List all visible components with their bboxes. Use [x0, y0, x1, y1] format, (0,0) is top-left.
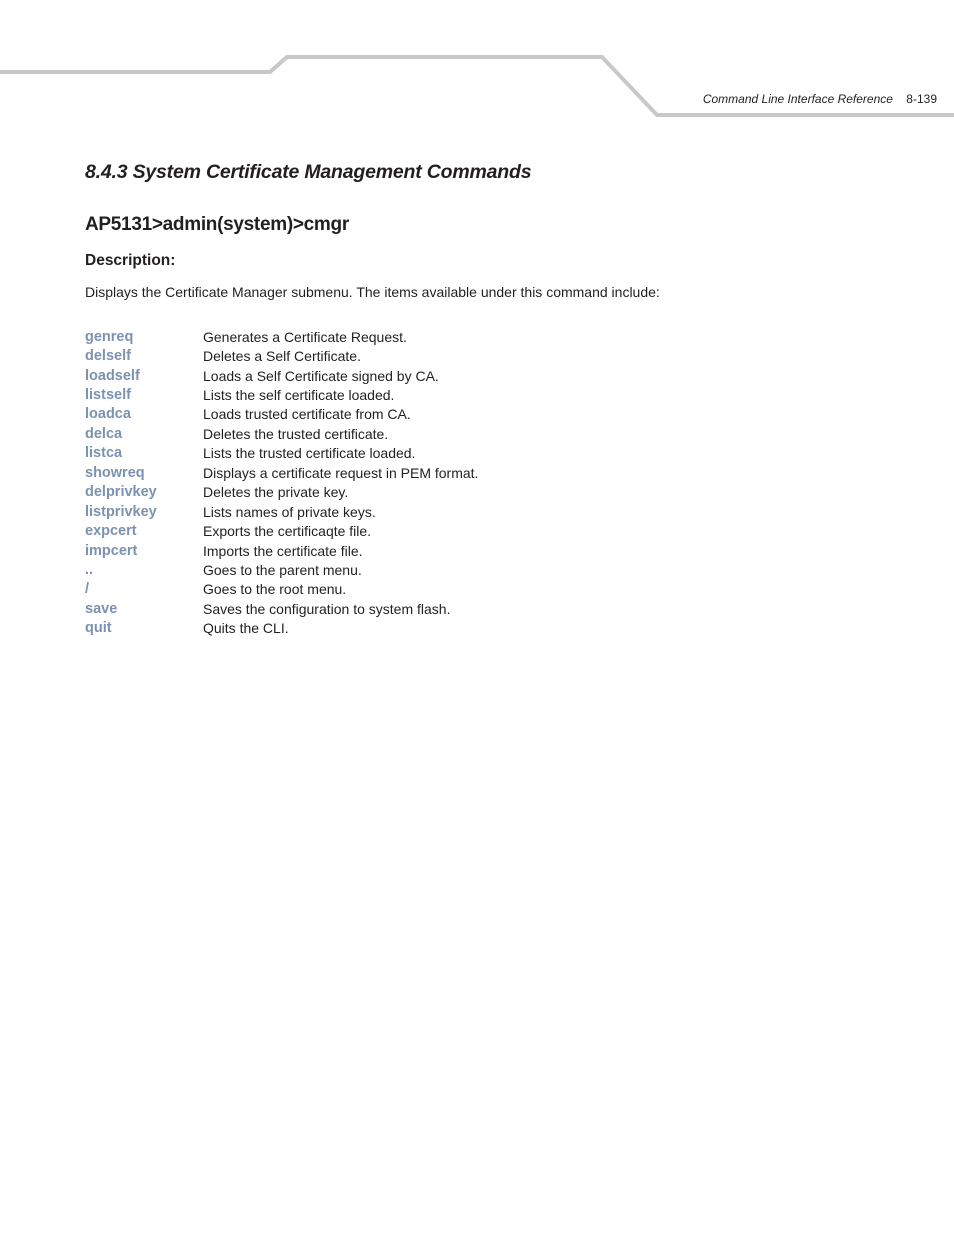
command-title: AP5131>admin(system)>cmgr: [85, 214, 349, 235]
command-link-delself[interactable]: delself: [85, 348, 131, 365]
command-link-listca[interactable]: listca: [85, 445, 123, 462]
command-row-genreq: [85, 327, 478, 346]
command-row-showreq: [85, 463, 478, 482]
command-description: Lists names of private keys.: [203, 503, 376, 520]
command-row-delca: [85, 424, 478, 443]
command-row-delself: [85, 346, 478, 365]
command-description: Lists the trusted certificate loaded.: [203, 445, 416, 462]
command-link-listprivkey[interactable]: listprivkey: [85, 503, 157, 520]
command-row-loadself: [85, 366, 478, 385]
command-row-quit: [85, 619, 478, 638]
command-description: Goes to the parent menu.: [203, 561, 362, 578]
running-header-title: Command Line Interface Reference: [702, 92, 893, 106]
command-row-root: [85, 580, 478, 599]
command-description: Saves the configuration to system flash.: [203, 600, 451, 617]
command-link-delprivkey[interactable]: delprivkey: [85, 484, 157, 501]
command-row-parent: [85, 560, 478, 579]
command-row-expcert: [85, 521, 478, 540]
command-link-listself[interactable]: listself: [85, 387, 131, 404]
command-description: Imports the certificate file.: [203, 542, 363, 559]
command-description: Loads trusted certificate from CA.: [203, 406, 411, 423]
command-description: Quits the CLI.: [203, 620, 289, 637]
header-rule-decoration: [0, 0, 954, 130]
command-description: Generates a Certificate Request.: [203, 328, 407, 345]
command-row-impcert: [85, 541, 478, 560]
running-header: [703, 92, 937, 106]
section-title: 8.4.3 System Certificate Management Commands: [85, 161, 532, 183]
command-row-listself: [85, 385, 478, 404]
command-description: Displays a certificate request in PEM format.: [203, 464, 479, 481]
command-link-quit[interactable]: quit: [85, 620, 112, 637]
command-description: Lists the self certificate loaded.: [203, 387, 395, 404]
description-text: Displays the Certificate Manager submenu. The items available under this command include:: [85, 284, 660, 300]
description-heading: Description:: [85, 252, 176, 269]
page-number: 8-139: [906, 92, 937, 106]
command-row-listca: [85, 444, 478, 463]
command-description: Loads a Self Certificate signed by CA.: [203, 367, 439, 384]
command-description: Exports the certificaqte file.: [203, 523, 372, 540]
command-description: Deletes the trusted certificate.: [203, 425, 389, 442]
command-row-listprivkey: [85, 502, 478, 521]
command-link-parent[interactable]: ..: [85, 561, 94, 578]
command-row-save: [85, 599, 478, 618]
command-link-root[interactable]: /: [85, 581, 90, 598]
command-description: Deletes a Self Certificate.: [203, 348, 361, 365]
command-link-impcert[interactable]: impcert: [85, 542, 138, 559]
command-row-loadca: [85, 405, 478, 424]
command-description: Deletes the private key.: [203, 484, 349, 501]
command-link-expcert[interactable]: expcert: [85, 523, 137, 540]
command-row-delprivkey: [85, 483, 478, 502]
command-link-genreq[interactable]: genreq: [85, 328, 134, 345]
command-link-save[interactable]: save: [85, 600, 118, 617]
command-list: [85, 327, 478, 638]
command-link-loadca[interactable]: loadca: [85, 406, 131, 423]
command-link-loadself[interactable]: loadself: [85, 367, 140, 384]
command-description: Goes to the root menu.: [203, 581, 347, 598]
command-link-delca[interactable]: delca: [85, 425, 123, 442]
command-link-showreq[interactable]: showreq: [85, 464, 145, 481]
